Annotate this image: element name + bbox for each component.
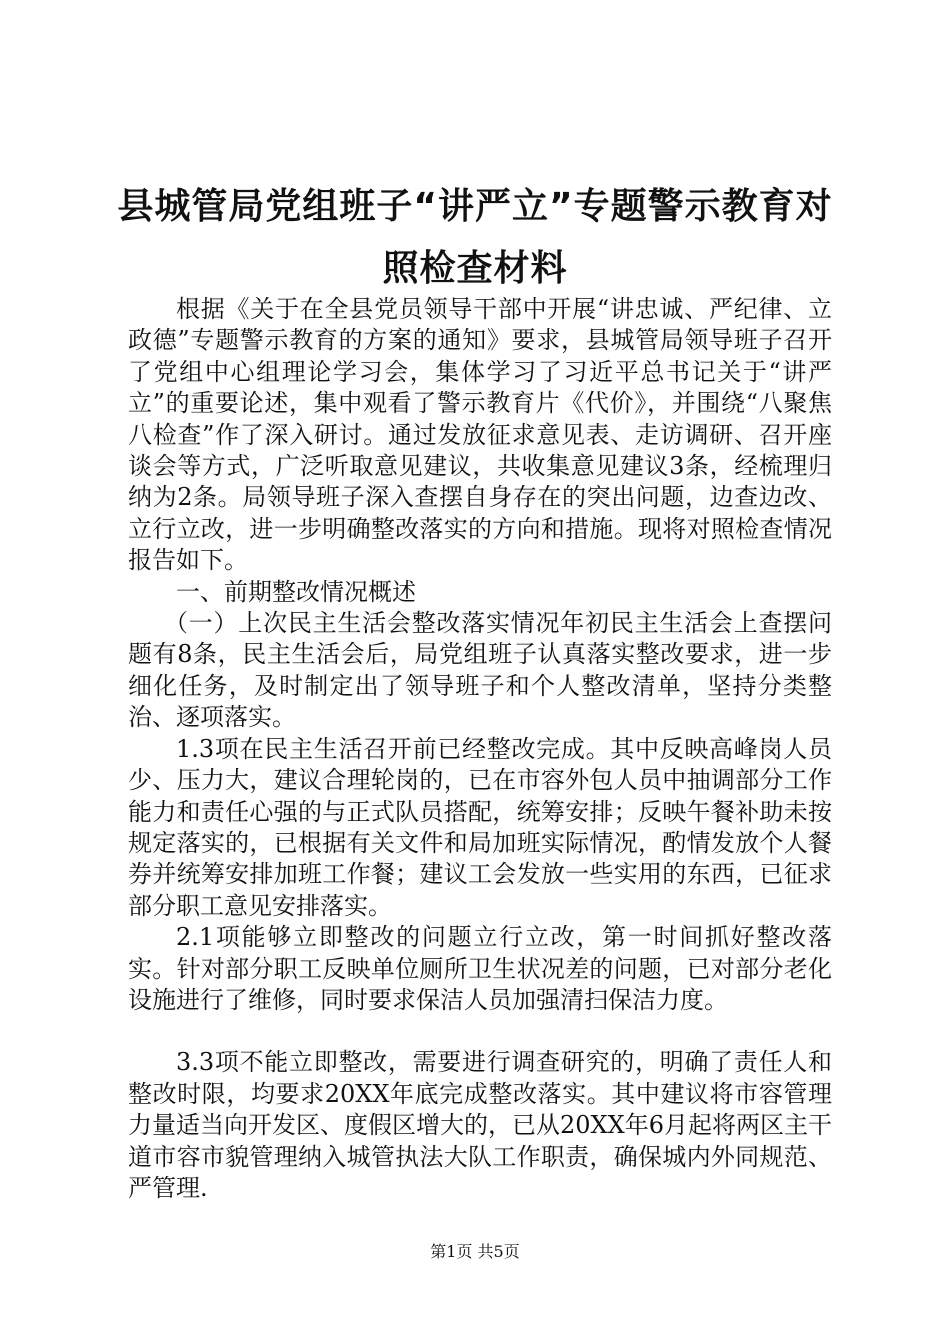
section-heading: 一、前期整改情况概述 [176, 577, 416, 606]
paragraph-spacer [128, 1016, 832, 1047]
document-title-line-1: 县城管局党组班子“讲严立”专题警示教育对 [117, 186, 833, 227]
item-3-paragraph: 3.3项不能立即整改，需要进行调查研究的，明确了责任人和整改时限，均要求20XX年底完成整改落实。其中建议将市容管理力量适当向开发区、度假区增大的，已从20XX年6月起将两区主干道市容市貌管理纳入城管执法大队工作职责，确保城内外同规范、严管理. [128, 1048, 832, 1202]
item-2-paragraph: 2.1项能够立即整改的问题立行立改，第一时间抓好整改落实。针对部分职工反映单位厕所卫生状况差的问题，已对部分老化设施进行了维修，同时要求保洁人员加强清扫保洁力度。 [128, 923, 832, 1014]
page-footer: 第1页 共5页 [430, 1242, 520, 1261]
document-body [128, 294, 832, 1204]
intro-paragraph: 根据《关于在全县党员领导干部中开展“讲忠诚、严纪律、立政德”专题警示教育的方案的通知》要求，县城管局领导班子召开了党组中心组理论学习会，集体学习了习近平总书记关于“讲严立”的重要论述，集中观看了警示教育片《代价》，并围绕“八聚焦八检查”作了深入研讨。通过发放征求意见表、走访调研、召开座谈会等方式，广泛听取意见建议，共收集意见建议3条，经梳理归纳为2条。局领导班子深入查摆自身存在的突出问题，边查边改、立行立改，进一步明确整改落实的方向和措施。现将对照检查情况报告如下。 [128, 295, 832, 575]
item-1-paragraph: 1.3项在民主生活召开前已经整改完成。其中反映高峰岗人员少、压力大，建议合理轮岗的，已在市容外包人员中抽调部分工作能力和责任心强的与正式队员搭配，统筹安排；反映午餐补助未按规定落实的，已根据有关文件和局加班实际情况，酌情发放个人餐券并统筹安排加班工作餐；建议工会发放一些实用的东西，已征求部分职工意见安排落实。 [128, 734, 832, 920]
subsection-paragraph: （一）上次民主生活会整改落实情况年初民主生活会上查摆问题有8条，民主生活会后，局党组班子认真落实整改要求，进一步细化任务，及时制定出了领导班子和个人整改清单，坚持分类整治、逐项落实。 [128, 609, 832, 732]
document-title-line-2: 照检查材料 [382, 248, 568, 289]
